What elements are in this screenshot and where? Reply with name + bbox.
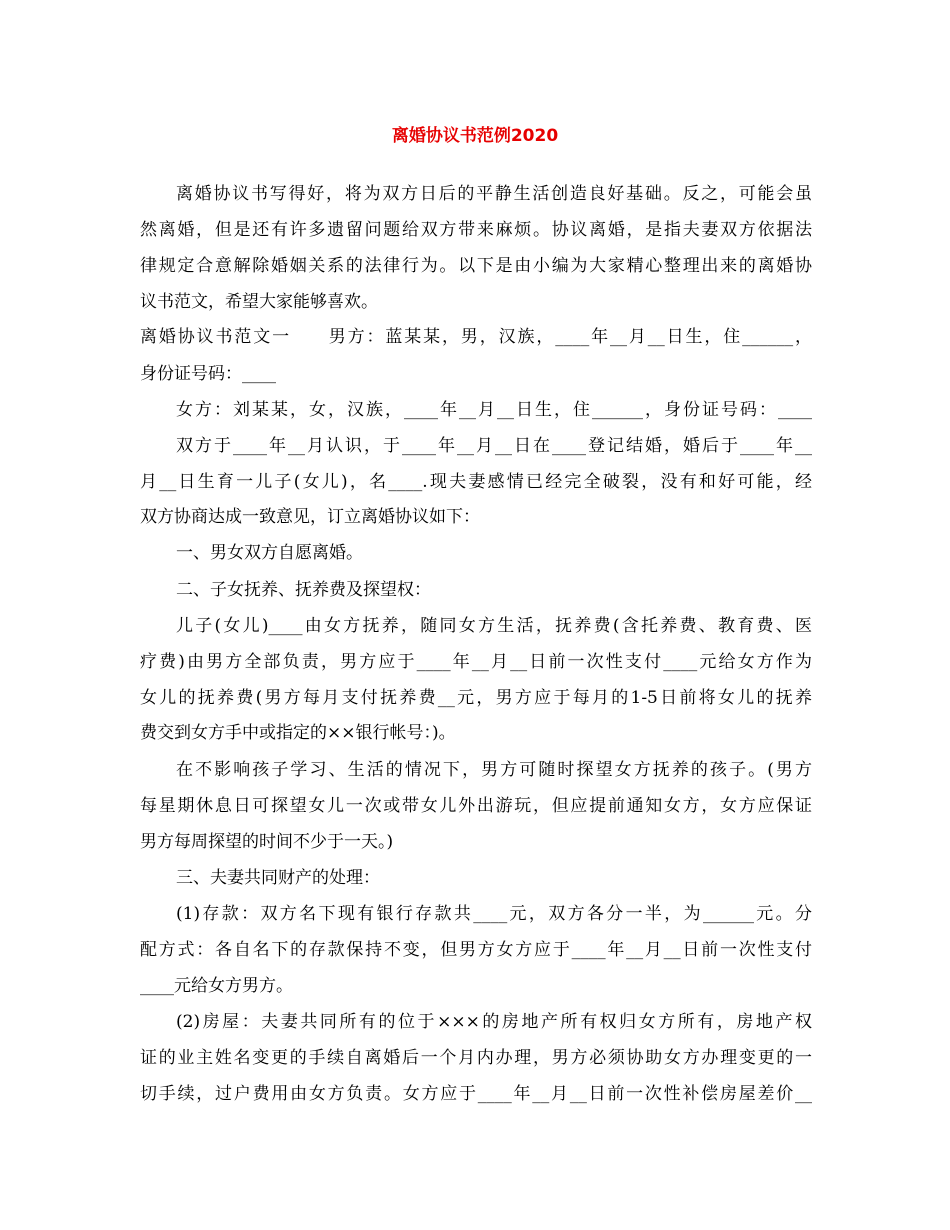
body-line: 议书范文，希望大家能够喜欢。 bbox=[140, 292, 378, 312]
body-line: 一、男女双方自愿离婚。 bbox=[176, 543, 363, 563]
body-line: 费交到女方手中或指定的××银行帐号：)。 bbox=[140, 723, 456, 743]
body-line: (2)房屋：夫妻共同所有的位于×××的房地产所有权归女方所有，房地产权 bbox=[176, 1012, 812, 1032]
body-line: 双方于____年__月认识，于____年__月__日在____登记结婚，婚后于____年__ bbox=[176, 436, 812, 456]
body-line: 三、夫妻共同财产的处理： bbox=[176, 868, 380, 888]
body-line: 女方：刘某某，女，汉族，____年__月__日生，住______，身份证号码：____ bbox=[176, 400, 812, 420]
body-line: 女儿的抚养费(男方每月支付抚养费__元，男方应于每月的1-5日前将女儿的抚养 bbox=[140, 688, 812, 708]
body-line: 儿子(女儿)____由女方抚养，随同女方生活，抚养费(含托养费、教育费、医 bbox=[176, 616, 812, 636]
body-line: 月__日生育一儿子(女儿)，名____.现夫妻感情已经完全破裂，没有和好可能，经 bbox=[140, 472, 812, 492]
body-line: 证的业主姓名变更的手续自离婚后一个月内办理，男方必须协助女方办理变更的一 bbox=[140, 1048, 812, 1068]
body-line: ____元给女方男方。 bbox=[140, 976, 293, 996]
body-line: 双方协商达成一致意见，订立离婚协议如下： bbox=[140, 507, 480, 527]
body-line: 配方式：各自名下的存款保持不变，但男方女方应于____年__月__日前一次性支付 bbox=[140, 940, 812, 960]
body-line: 离婚协议书写得好，将为双方日后的平静生活创造良好基础。反之，可能会虽 bbox=[176, 184, 812, 204]
body-line: 切手续，过户费用由女方负责。女方应于____年__月__日前一次性补偿房屋差价__ bbox=[140, 1084, 812, 1104]
body-line: 然离婚，但是还有许多遗留问题给双方带来麻烦。协议离婚，是指夫妻双方依据法 bbox=[140, 220, 812, 240]
body-line: 疗费)由男方全部负责，男方应于____年__月__日前一次性支付____元给女方作为 bbox=[140, 652, 812, 672]
body-line: 男方每周探望的时间不少于一天。) bbox=[140, 832, 394, 852]
body-line: (1)存款：双方名下现有银行存款共____元，双方各分一半，为______元。分 bbox=[176, 904, 812, 924]
body-line: 在不影响孩子学习、生活的情况下，男方可随时探望女方抚养的孩子。(男方 bbox=[176, 760, 812, 780]
body-line: 身份证号码：____ bbox=[140, 364, 276, 384]
body-line: 律规定合意解除婚姻关系的法律行为。以下是由小编为大家精心整理出来的离婚协 bbox=[140, 256, 812, 276]
body-line: 离婚协议书范文一 男方：蓝某某，男，汉族，____年__月__日生，住______， bbox=[140, 327, 812, 347]
body-line: 每星期休息日可探望女儿一次或带女儿外出游玩，但应提前通知女方，女方应保证 bbox=[140, 796, 812, 816]
body-line: 二、子女抚养、抚养费及探望权： bbox=[176, 580, 431, 600]
document-title: 离婚协议书范例2020 bbox=[391, 126, 559, 146]
